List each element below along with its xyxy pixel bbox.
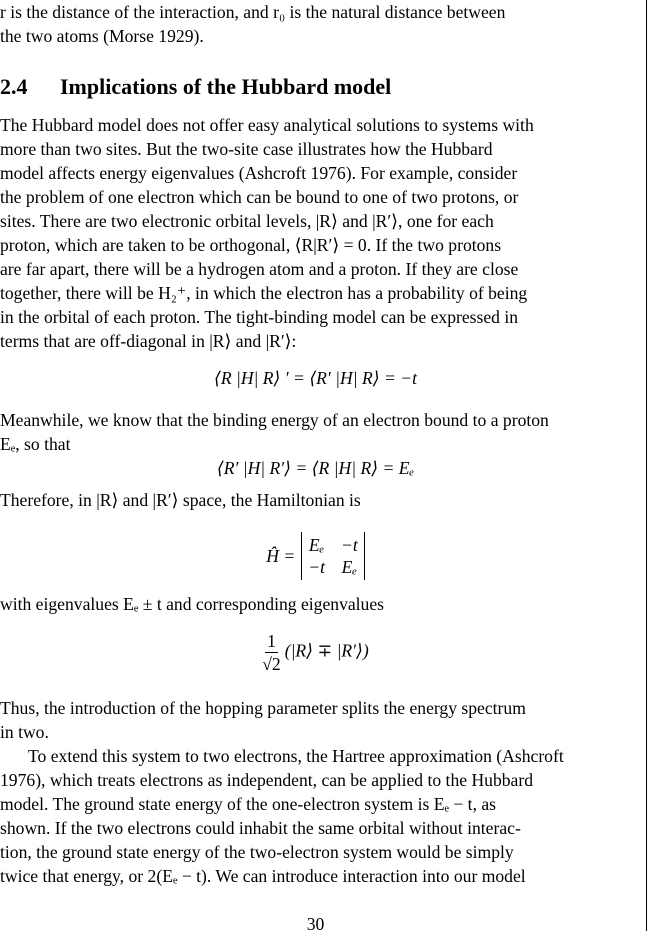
text-line: To extend this system to two electrons, the Hartree approximation (Ashcroft [28,746,564,766]
hamiltonian-matrix [301,532,365,580]
equation-offdiagonal: ⟨R |H| R⟩ ′ = ⟨R′ |H| R⟩ = −t [214,368,417,388]
text-line: the two atoms (Morse 1929). [0,26,204,46]
paragraph-1 [0,113,631,353]
fraction-numerator: 1 [267,631,276,651]
paragraph-3 [0,488,631,512]
paragraph-5 [0,696,631,744]
top-paragraph [0,0,631,48]
text-line: The Hubbard model does not offer easy analytical solutions to systems with [0,115,534,135]
text-line: more than two sites. But the two-site case illustrates how the Hubbard [0,139,493,159]
text-line: shown. If the two electrons could inhabit the same orbital without interac- [0,818,521,838]
matrix-cell: −t [308,557,325,577]
eigenvector-body: (|R⟩ ∓ |R′⟩) [284,640,369,661]
text-line: Therefore, in |R⟩ and |R′⟩ space, the Hamiltonian is [0,490,361,510]
matrix-cell: Eₑ [308,535,325,555]
hamiltonian-lhs: Ĥ = [266,546,296,566]
text-line: twice that energy, or 2(Eₑ − t). We can introduce interaction into our model [0,866,526,886]
text-line: terms that are off-diagonal in |R⟩ and |R′⟩: [0,331,297,351]
equation-eigenvectors [0,630,631,675]
text-line: tion, the ground state energy of the two-electron system would be simply [0,842,514,862]
fraction-denominator: √2 [262,654,281,674]
text-line: Thus, the introduction of the hopping parameter splits the energy spectrum [0,698,526,718]
text-line: sites. There are two electronic orbital levels, |R⟩ and |R′⟩, one for each [0,211,494,231]
text-line: r is the distance of the interaction, and r₀ is the natural distance between [0,2,506,22]
equation-hamiltonian [0,532,631,580]
text-line: are far apart, there will be a hydrogen atom and a proton. If they are close [0,259,519,279]
hamiltonian-expression [266,532,365,580]
page-number: 30 [306,914,325,934]
matrix-cell: −t [340,535,358,555]
section-number: 2.4 [0,74,28,99]
equation-diagonal: ⟨R′ |H| R′⟩ = ⟨R |H| R⟩ = Eₑ [216,458,415,478]
text-line: together, there will be H₂⁺, in which the electron has a probability of being [0,283,528,303]
text-line: model. The ground state energy of the one-electron system is Eₑ − t, as [0,794,497,814]
paragraph-2 [0,408,631,456]
text-line: Meanwhile, we know that the binding energy of an electron bound to a proton [0,410,549,430]
matrix-cell: Eₑ [341,557,358,577]
text-line: Eₑ, so that [0,434,71,454]
fraction [262,630,280,675]
text-line: proton, which are taken to be orthogonal, ⟨R|R′⟩ = 0. If the two protons [0,235,502,255]
paragraph-6 [0,744,648,888]
paragraph-4 [0,592,631,616]
text-line: in the orbital of each proton. The tight-binding model can be expressed in [0,307,519,327]
text-line: the problem of one electron which can be bound to one of two protons, or [0,187,519,207]
text-line: with eigenvalues Eₑ ± t and corresponding eigenvalues [0,594,385,614]
text-line: in two. [0,722,49,742]
section-title: Implications of the Hubbard model [60,74,392,99]
text-line: model affects energy eigenvalues (Ashcroft 1976). For example, consider [0,163,518,183]
section-heading [0,72,631,102]
text-line: 1976), which treats electrons as independent, can be applied to the Hubbard [0,770,534,790]
